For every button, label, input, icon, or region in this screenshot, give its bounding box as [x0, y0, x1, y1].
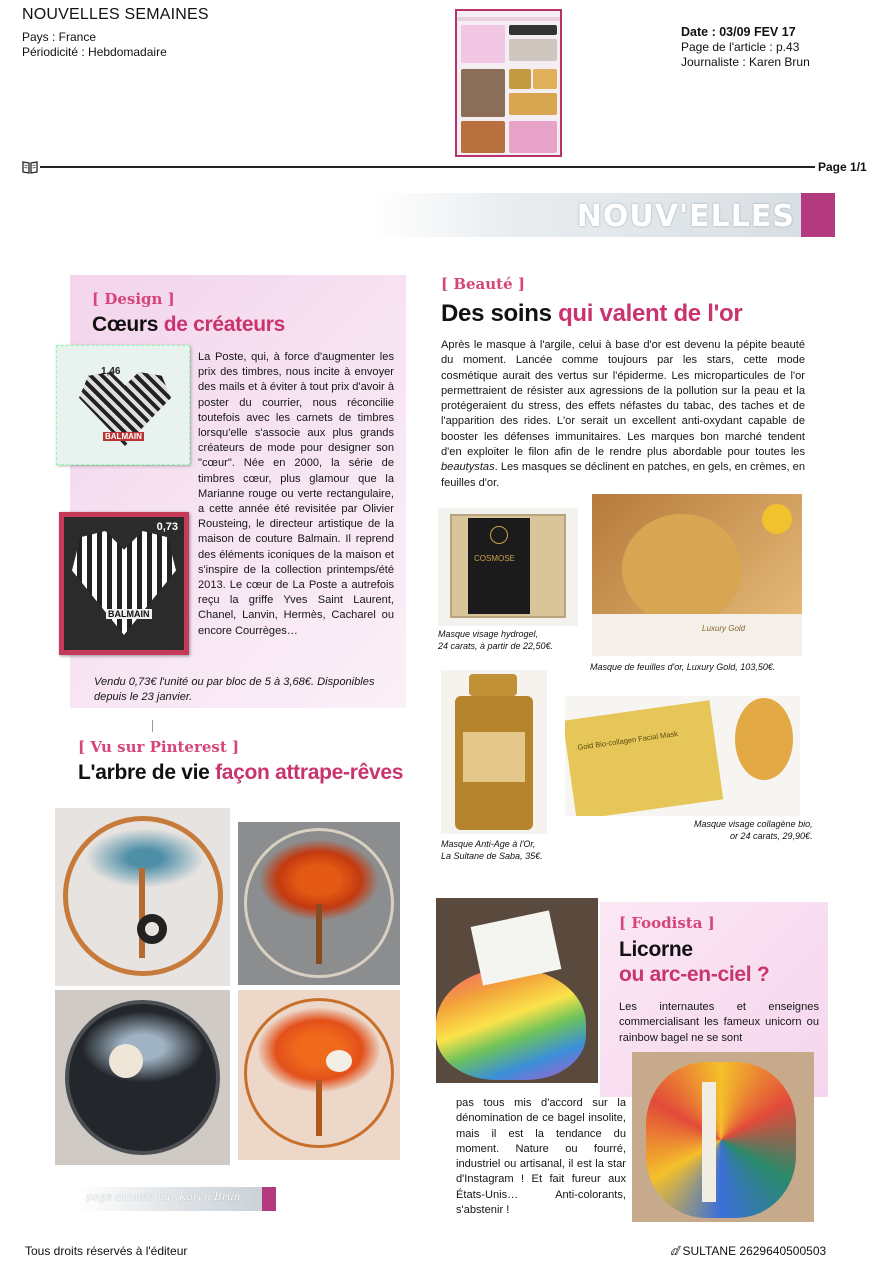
hydrogel-caption — [438, 628, 553, 652]
press-logo-icon: ⅆ — [670, 1244, 679, 1258]
publication-title: NOUVELLES SEMAINES — [22, 6, 209, 23]
gold-leaf-mask-photo — [592, 494, 802, 656]
section-banner — [370, 193, 835, 237]
collagen-caption — [694, 818, 813, 842]
hydrogel-mask-photo — [438, 508, 578, 626]
sultane-caption-line1: Masque Anti-Age à l'Or, — [441, 839, 536, 849]
sultane-caption — [441, 838, 543, 862]
foodista-body-part1: Les internautes et enseignes commercialisant les fameux unicorn ou rainbow bagel ne se sont — [619, 1001, 819, 1044]
pinterest-title-part1: L'arbre de vie — [78, 761, 216, 784]
beaute-body-text — [441, 338, 805, 491]
stamp2-value: 0,73 — [156, 521, 178, 533]
foodista-tag: [ Foodista ] — [619, 914, 715, 932]
footer-code-text: SULTANE 2629640500503 — [682, 1244, 827, 1258]
design-body-text: La Poste, qui, à force d'augmenter les prix des timbres, nous incite à envoyer des mails et à éviter à tout prix d'avoir à poster du courrier, nous réconcilie toutefois avec les carnets de timbres lorsqu'elle s'associe aux plus grands créateurs de mode pour designer son "cœur". Née en 2000, la série de timbres cœur, plus glamour que la Marianne rouge ou verte rectangulaire, a cette année été revisitée par Olivier Rousteing, le directeur artistique de la maison de couture Balmain. Il reprend des éléments iconiques de la maison et s'inspire de la collection printemps/été 2013. Le cœur de La Poste a autrefois reçu la griffe Yves Saint Laurent, Chanel, Lanvin, Hermès, Cacharel ou encore Courrèges… — [198, 351, 394, 637]
beaute-body-part1: Après le masque à l'argile, celui à base d'or est devenu la pépite beauté du moment. Lancée comme toujours par les stars, cette mode cosmétique aurait des vertus sur l'épiderme. Les microparticules de l'or permettraient de résister aux agressions de la pollution sur la peau et la protégeraient du stress, des effets néfastes du tabac, des taches et de l'apparition des rides. L'or serait un excellent anti-oxydant capable de booster les défenses immunitaires. Les marques bon marché tendent d'en exploiter le filon afin de le rendre plus abordable pour toutes les — [441, 339, 805, 459]
collagen-caption-line2: or 24 carats, 29,90€. — [730, 831, 813, 841]
unicorn-bagel-photo — [632, 1052, 814, 1222]
stamp-heart-image-2 — [59, 512, 189, 655]
foodista-body-part2: pas tous mis d'accord sur la dénomination de ce bagel insolite, mais il est la tendance du moment. Nature ou fourré, industriel ou artisanal, il est la star d'Instagram ! Et fait fureur aux États-Unis… Anti-colorants, s'abstenir ! — [456, 1097, 626, 1217]
pinterest-title-part2: façon attrape-rêves — [215, 761, 404, 784]
hydrogel-caption-line2: 24 carats, à partir de 22,50€. — [438, 641, 554, 651]
footer-code — [670, 1244, 826, 1258]
foodista-title-line1: Licorne — [619, 938, 693, 961]
gold-leaf-caption: Masque de feuilles d'or, Luxury Gold, 103,50€. — [590, 662, 776, 672]
design-title-part1: Cœurs — [92, 313, 164, 336]
sultane-caption-line2: La Sultane de Saba, 35€. — [441, 851, 543, 861]
sultane-jar-photo — [441, 670, 547, 834]
collagen-brand: Gold Bio-collagen Facial Mask — [576, 728, 679, 753]
page-indicator: Page 1/1 — [818, 160, 867, 174]
stamp1-value: 1,46 — [101, 366, 121, 377]
article-meta — [681, 25, 810, 70]
beaute-body-emphasis: beautystas — [441, 461, 495, 474]
banner-title: NOUV'ELLES — [576, 199, 795, 234]
periodicity-line: Périodicité : Hebdomadaire — [22, 45, 167, 59]
country-line: Pays : France — [22, 30, 97, 44]
article-date: Date : 03/09 FEV 17 — [681, 25, 796, 39]
journalist: Journaliste : Karen Brun — [681, 55, 810, 69]
beaute-tag: [ Beauté ] — [441, 275, 525, 293]
collagen-mask-photo — [565, 696, 800, 816]
book-icon — [22, 160, 38, 174]
rainbow-bagel-photo — [436, 898, 598, 1083]
tree-of-life-photo-4 — [238, 990, 400, 1160]
beaute-title-part1: Des soins — [441, 300, 559, 327]
stamp1-brand: BALMAIN — [105, 432, 142, 441]
banner-tab — [801, 193, 835, 237]
hydrogel-caption-line1: Masque visage hydrogel, — [438, 629, 539, 639]
stamp2-brand: BALMAIN — [108, 609, 150, 619]
beaute-title — [441, 300, 742, 328]
divider — [152, 720, 153, 732]
tree-of-life-photo-1 — [55, 808, 230, 986]
article-page: Page de l'article : p.43 — [681, 40, 800, 54]
design-tag: [ Design ] — [92, 290, 175, 308]
design-title — [92, 313, 285, 337]
hydrogel-brand: COSMOSE — [474, 554, 515, 563]
stamp-heart-image-1 — [56, 345, 190, 465]
page-thumbnail[interactable] — [455, 9, 562, 157]
tree-of-life-photo-2 — [238, 822, 400, 985]
tree-of-life-photo-3 — [55, 990, 230, 1165]
page-credit-text: page animée par Karen Brun — [86, 1191, 241, 1203]
footer-rights: Tous droits réservés à l'éditeur — [25, 1244, 188, 1258]
beaute-body-part2: . Les masques se déclinent en patches, en gels, en crèmes, en feuilles d'or. — [441, 461, 805, 489]
beaute-title-part2: qui valent de l'or — [558, 300, 743, 327]
design-availability: Vendu 0,73€ l'unité ou par bloc de 5 à 3,68€. Disponibles depuis le 23 janvier. — [94, 676, 375, 703]
pinterest-title — [78, 761, 403, 785]
header-rule — [40, 166, 815, 168]
foodista-title-line2: ou arc-en-ciel ? — [619, 963, 770, 986]
collagen-caption-line1: Masque visage collagène bio, — [694, 819, 813, 829]
page-credit — [78, 1187, 276, 1211]
design-title-part2: de créateurs — [163, 313, 286, 336]
gold-leaf-brand: Luxury Gold — [702, 624, 746, 633]
pinterest-tag: [ Vu sur Pinterest ] — [78, 738, 240, 756]
